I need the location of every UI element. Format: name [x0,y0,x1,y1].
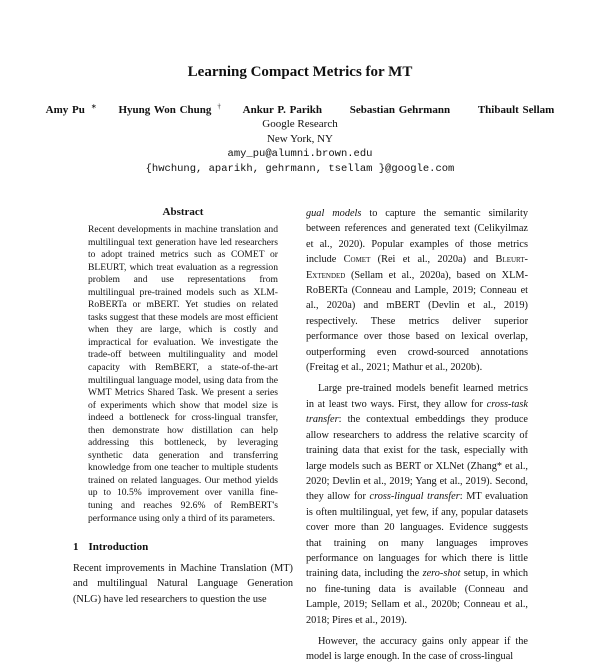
metric-name: Comet [343,254,371,266]
section-title: Introduction [88,541,149,553]
affiliation: Google Research [262,118,338,130]
email-primary[interactable]: amy_pu@alumni.brown.edu [227,148,373,160]
location: New York, NY [266,133,333,145]
right-column [306,206,528,665]
author-list [0,102,600,116]
author: Thibault Sellam [477,103,555,116]
paragraph: Large pre-trained models benefit learned metrics in at least two ways. First, they allow for cross-task transfer: the contextual embeddings they produce allow researchers to address the relative scarcity of training data that exist for the task, especially with large models such as BERT or XLNet (Zhang* et al., 2020; Devlin et al., 2019; Yang et al., 2019). Second, they allow for cross-lingual transfer: MT evaluation is often multilingual, yet few, if any, popular datasets cover more than 20 languages. Evidence suggests that training on many languages improves performance on languages for which there is little training data, including the zero-shot setup, in which no fine-tuning data is available (Conneau and Lample, 2019; Sellam et al., 2020b; Conneau et al., 2018; Pires et al., 2019). [306,383,529,626]
author: Amy Pu ∗ [45,102,97,116]
abstract-text: Recent developments in machine translation and multilingual text generation have led researchers to adopt trained metrics such as COMET or BLEURT, which treat evaluation as a regression problem and use representations from multilingual pre-trained models such as XLM-RoBERTa or mBERT. Yet studies on related tasks suggest that these models are most efficient when they are large, which is costly and impractical for evaluation. We investigate the trade-off between multilinguality and model capacity with RemBERT, a state-of-the-art multilingual language model, using data from the WMT Metrics Shared Task. We present a series of experiments which show that model size is indeed a bottleneck for cross-lingual transfer, then demonstrate how distillation can help addressing this bottleneck, by leveraging synthetic data generation and transferring knowledge from one teacher to multiple students trained on related languages. Our method yields up to 10.5% improvement over vanilla fine-tuning and reaches 92.6% of RemBERT's performance using only a third of its parameters. [88,224,278,524]
email-group[interactable]: {hwchung, aparikh, gehrmann, tsellam }@google.com [145,163,455,175]
author: Sebastian Gehrmann [349,103,451,116]
section-heading-introduction [73,541,148,553]
intro-text: Recent improvements in Machine Translation (MT) and multilingual Natural Language Generation (NLG) have led researchers to question the use [73,563,293,605]
author: Hyung Won Chung † [118,102,221,116]
paper-title: Learning Compact Metrics for MT [187,64,413,80]
section-number: 1 [73,541,79,553]
abstract-heading: Abstract [162,206,204,218]
author: Ankur P. Parikh [242,103,322,116]
metric-name: Bleurt-Extended [306,254,528,281]
paragraph: However, the accuracy gains only appear if the model is large enough. In the case of cross-lingual [306,635,528,663]
paragraph: gual models to capture the semantic similarity between references and generated text (Celikyilmaz et al., 2020). Popular examples of those metrics include Comet (Rei et al., 2020a) and Bleurt-Extended (Sellam et al., 2020a), based on XLM-RoBERTa (Conneau and Lample, 2019; Conneau et al., 2020a) and mBERT (Devlin et al., 2019) respectively. These metrics deliver superior performance over those based on lexical overlap, outperforming even crowd-sourced annotations (Freitag et al., 2021; Mathur et al., 2020b). [306,208,528,374]
